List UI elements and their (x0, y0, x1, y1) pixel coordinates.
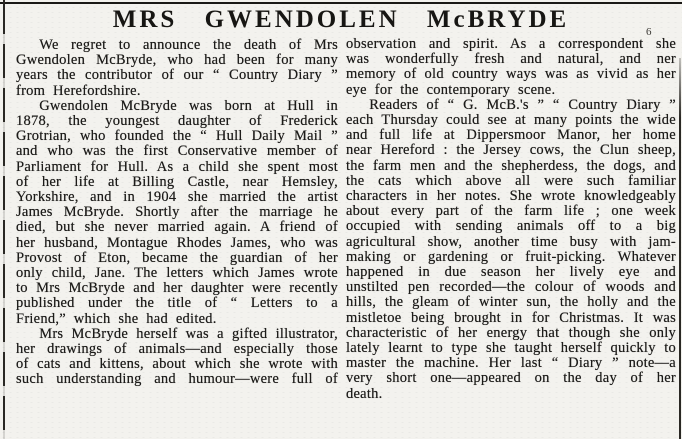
article-headline: MRS GWENDOLEN McBRYDE (112, 6, 570, 33)
paragraph-intro: We regret to announce the death of Mrs Gwendolen McBryde, who had been for many years the contributor of our “ Country Diary ” from Herefordshire. (16, 37, 338, 99)
paragraph-country-diary: Readers of “ G. McB.'s ” “ Country Diary ” each Thursday could see at many points the wide and full life at Dippersmoor Manor, her home near Hereford : the Jersey cows, the Clun sheep, the farm men and the shepherdess, the dogs, and the cats which above all were such familiar characters in her notes. She wrote knowledgeably about every part of the farm life ; one week occupied with sending animals off to a big agricultural show, another time busy with jam-making or gardening or fruit-picking. Whatever happened in due season her lively eye and unstilted pen recorded—the colour of woods and hills, the gleam of winter sun, the holly and the mistletoe being brought in for Christmas. It was characteristic of her energy that though she only lately learnt to type she taught herself quickly to master the machine. Her last “ Diary ” note—a very short one—appeared on the day of her death. (346, 96, 676, 402)
right-edge-rule (679, 58, 681, 439)
left-column-rule (3, 0, 5, 439)
top-rule (0, 2, 682, 4)
paragraph-illustrator-continued: observation and spirit. As a correspondent she was wonderfully fresh and natural, and ner memory of old country ways was as vivid as her eye for the contemporary scene. (346, 36, 676, 98)
print-mark: 6 (646, 26, 652, 38)
right-column (346, 37, 676, 402)
left-column (16, 38, 338, 388)
paragraph-illustrator: Mrs McBryde herself was a gifted illustrator, her drawings of animals—and especially those of cats and kittens, about which she wrote with such understanding and humour—were full of (16, 325, 338, 388)
paragraph-biography: Gwendolen McBryde was born at Hull in 1878, the youngest daughter of Frederick Grotrian, who founded the “ Hull Daily Mail ” and who was the first Conservative member of Parliament for Hull. As a child she spent most of her life at Billing Castle, near Hemsley, Yorkshire, and in 1904 she married the artist James McBryde. Shortly after the marriage he died, but she never married again. A friend of her husband, Montague Rhodes James, who was Provost of Eton, became the guardian of her only child, Jane. The letters which James wrote to Mrs McBryde and her daughter were recently published under the title of “ Letters to a Friend,” which she had edited. (16, 97, 338, 327)
